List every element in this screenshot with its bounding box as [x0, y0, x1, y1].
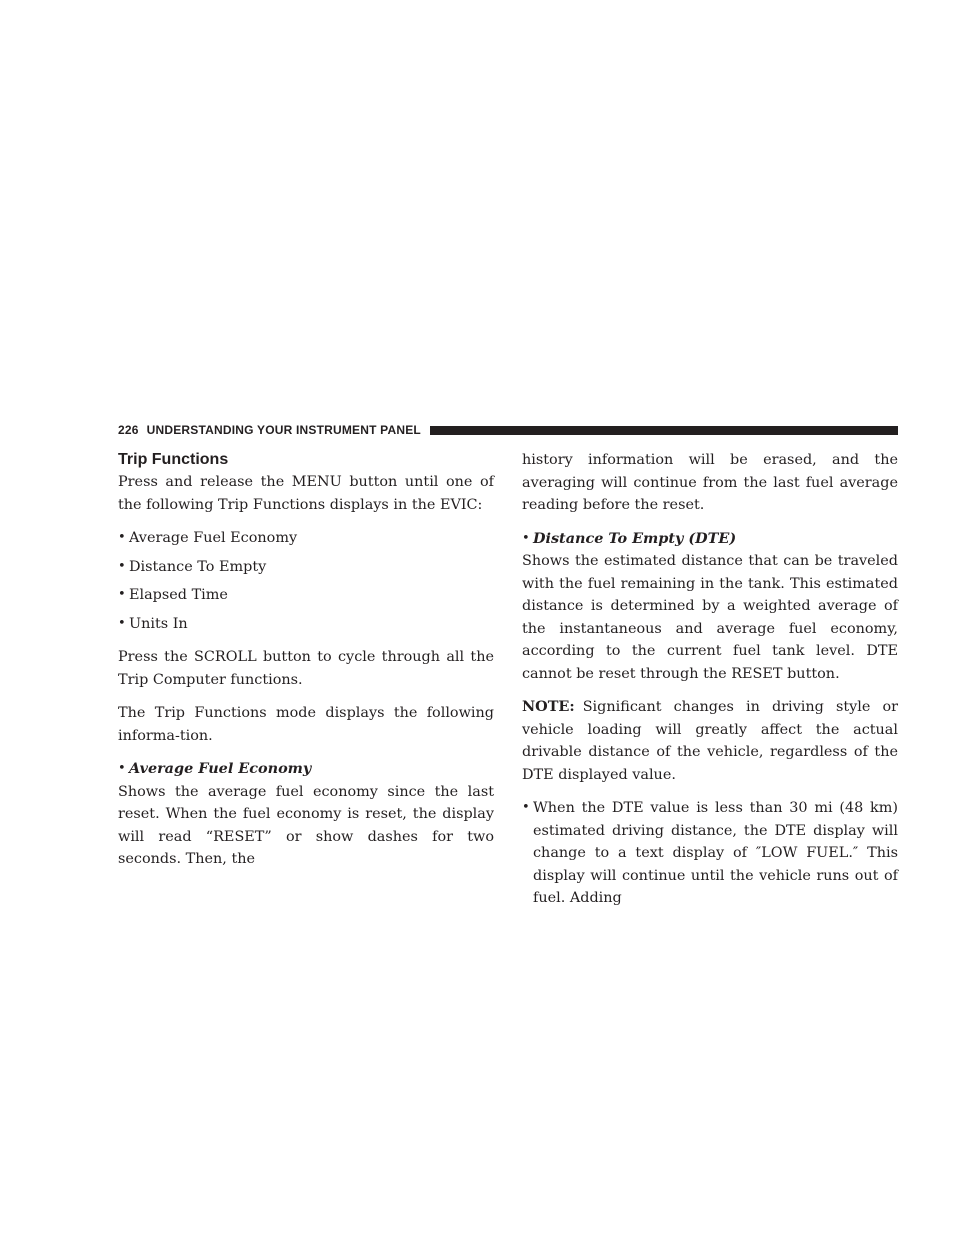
list-item-label: Average Fuel Economy	[129, 530, 298, 546]
bullet-icon: •	[522, 530, 530, 546]
distance-to-empty-title: Distance To Empty (DTE)	[533, 529, 737, 547]
note-paragraph	[522, 696, 898, 786]
bullet-icon: •	[118, 530, 126, 545]
trip-functions-heading: Trip Functions	[118, 451, 229, 468]
list-item	[118, 556, 494, 579]
continued-paragraph: history information will be erased, and the averaging will continue from the last fuel average reading before the reset.	[522, 452, 898, 513]
list-item-label: Units In	[129, 615, 188, 632]
intro-paragraph: Press and release the MENU button until one of the following Trip Functions displays in the EVIC:	[118, 474, 494, 513]
bullet-icon: •	[118, 587, 126, 602]
list-item	[118, 613, 494, 636]
right-column	[522, 449, 898, 916]
low-fuel-item	[522, 797, 898, 910]
low-fuel-text: When the DTE value is less than 30 mi (48 km) estimated driving distance, the DTE display will change to a text display of ″LOW FUEL.″ This display will continue until the vehicle runs out of fuel. Adding	[533, 800, 898, 906]
header-rule	[430, 426, 898, 435]
bullet-icon: •	[118, 615, 126, 631]
mode-paragraph: The Trip Functions mode displays the following informa-tion.	[118, 705, 494, 744]
page-header	[118, 421, 898, 439]
list-item-label: Elapsed Time	[129, 587, 228, 603]
section-title: UNDERSTANDING YOUR INSTRUMENT PANEL	[146, 423, 421, 437]
left-column	[118, 449, 494, 882]
note-text: Significant changes in driving style or vehicle loading will greatly affect the actual drivable distance of the vehicle, regardless of the DTE displayed value.	[522, 699, 898, 783]
scroll-paragraph: Press the SCROLL button to cycle through all the Trip Computer functions.	[118, 649, 494, 688]
average-fuel-economy-item	[118, 758, 494, 781]
bullet-icon: •	[118, 558, 126, 574]
list-item	[118, 584, 494, 607]
page-number: 226	[118, 423, 139, 437]
average-fuel-economy-text: Shows the average fuel economy since the last reset. When the fuel economy is reset, the display will read “RESET” or show dashes for two seconds. Then, the	[118, 783, 494, 867]
distance-to-empty-text: Shows the estimated distance that can be traveled with the fuel remaining in the tank. This estimated distance is determined by a weighted average of the instantaneous and average fuel economy, according to the current fuel tank level. DTE cannot be reset through the RESET button.	[522, 553, 898, 682]
list-item	[118, 527, 494, 550]
bullet-icon: •	[522, 800, 530, 815]
average-fuel-economy-title: Average Fuel Economy	[129, 760, 312, 777]
note-label: NOTE:	[522, 698, 575, 715]
list-item-label: Distance To Empty	[129, 558, 267, 575]
distance-to-empty-item	[522, 528, 898, 551]
bullet-icon: •	[118, 761, 126, 776]
